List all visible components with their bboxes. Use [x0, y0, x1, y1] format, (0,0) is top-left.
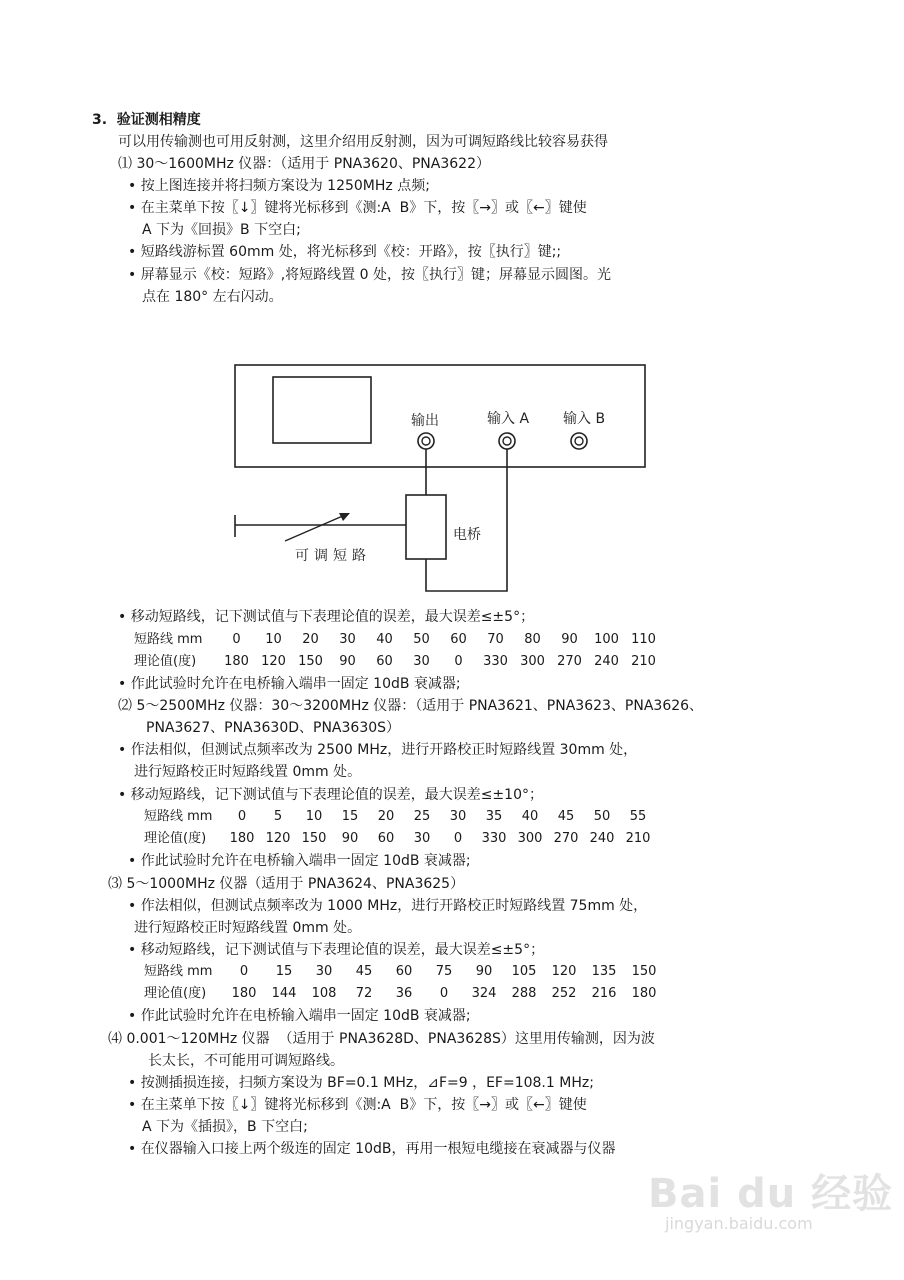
table-cell: 15 — [275, 964, 293, 979]
part3-title: ⑶ 5～1000MHz 仪器（适用于 PNA3624、PNA3625） — [108, 876, 465, 892]
part4-title2: 长太长，不可能用可调短路线。 — [148, 1053, 344, 1069]
table-cell: 50 — [593, 809, 611, 824]
section-intro: 可以用传输测也可用反射测，这里介绍用反射测，因为可调短路线比较容易获得 — [118, 134, 608, 150]
inputA-label: 输入 A — [487, 411, 530, 427]
connection-diagram — [225, 355, 655, 595]
bridge-label: 电桥 — [453, 527, 481, 543]
table-cell: 0 — [453, 831, 463, 846]
part3-step1b: 进行短路校正时短路线置 0mm 处。 — [134, 920, 362, 936]
table-cell: 20 — [377, 809, 395, 824]
table-cell: 324 — [471, 986, 497, 1001]
table-cell: 72 — [355, 986, 373, 1001]
table-cell: 35 — [485, 809, 503, 824]
part2-table-row2 — [144, 830, 656, 848]
part4-title: ⑷ 0.001～120MHz 仪器 （适用于 PNA3628D、PNA3628S）这里用传输测，因为波 — [108, 1031, 655, 1047]
part4-step1: • 按测插损连接，扫频方案设为 BF=0.1 MHz，⊿F=9 ，EF=108.1 MHz; — [128, 1075, 594, 1091]
table-cell: 60 — [450, 632, 467, 647]
part4-step3: • 在仪器输入口接上两个级连的固定 10dB，再用一根短电缆接在衰减器与仪器 — [128, 1141, 616, 1157]
part1-title: ⑴ 30～1600MHz 仪器：（适用于 PNA3620、PNA3622） — [118, 156, 490, 172]
table-cell: 70 — [487, 632, 504, 647]
table-cell: 45 — [557, 809, 575, 824]
table-row-label: 理论值(度) — [134, 654, 197, 669]
table-cell: 150 — [301, 831, 327, 846]
table-row-label: 短路线 mm — [134, 632, 203, 647]
table-cell: 180 — [231, 986, 257, 1001]
table-cell: 240 — [594, 654, 619, 669]
table-row-label: 短路线 mm — [144, 809, 213, 824]
output-label: 输出 — [411, 413, 439, 429]
table-cell: 300 — [517, 831, 543, 846]
table-cell: 120 — [261, 654, 286, 669]
table-cell: 270 — [557, 654, 582, 669]
table-cell: 30 — [413, 654, 430, 669]
part1-step: 点在 180° 左右闪动。 — [142, 289, 283, 305]
table-cell: 108 — [311, 986, 337, 1001]
watermark-url: jingyan.baidu.com — [665, 1214, 813, 1233]
inputB-connector-icon — [571, 433, 587, 449]
part3-table-row1 — [144, 963, 664, 981]
table-cell: 40 — [521, 809, 539, 824]
table-cell: 0 — [439, 986, 449, 1001]
table-cell: 60 — [395, 964, 413, 979]
table-cell: 0 — [239, 964, 249, 979]
table-cell: 135 — [591, 964, 617, 979]
part2-table-row1 — [144, 808, 656, 826]
output-connector-icon — [418, 433, 434, 449]
table-cell: 30 — [413, 831, 431, 846]
table-cell: 90 — [339, 654, 356, 669]
table-cell: 100 — [594, 632, 619, 647]
table-row-label: 短路线 mm — [144, 964, 213, 979]
part1-step: • 按上图连接并将扫频方案设为 1250MHz 点频; — [128, 178, 430, 194]
part1-step: A 下为《回损》B 下空白; — [142, 222, 301, 238]
table-cell: 270 — [553, 831, 579, 846]
part2-step1: • 作法相似，但测试点频率改为 2500 MHz，进行开路校正时短路线置 30mm 处， — [118, 742, 638, 758]
table-cell: 30 — [315, 964, 333, 979]
part3-step1: • 作法相似，但测试点频率改为 1000 MHz，进行开路校正时短路线置 75mm 处， — [128, 898, 648, 914]
part1-step: • 屏幕显示《校：短路》,将短路线置 0 处，按〖执行〗键；屏幕显示圆图。光 — [128, 267, 611, 283]
part1-step: • 短路线游标置 60mm 处，将光标移到《校：开路》，按〖执行〗键;; — [128, 244, 562, 260]
table-cell: 105 — [511, 964, 537, 979]
part4-step2: • 在主菜单下按〖↓〗键将光标移到《测:A B》下，按〖→〗或〖←〗键使 — [128, 1097, 587, 1113]
table-cell: 210 — [625, 831, 651, 846]
table-cell: 240 — [589, 831, 615, 846]
table-cell: 210 — [631, 654, 656, 669]
short-label: 可调短路 — [295, 548, 371, 564]
table-cell: 60 — [376, 654, 393, 669]
table-cell: 288 — [511, 986, 537, 1001]
adjust-arrow-icon — [285, 515, 345, 541]
table-cell: 330 — [481, 831, 507, 846]
bridge-box — [406, 495, 446, 559]
table-cell: 150 — [298, 654, 323, 669]
table-cell: 45 — [355, 964, 373, 979]
inputA-connector-icon — [499, 433, 515, 449]
table-cell: 180 — [224, 654, 249, 669]
part2-note2: • 作此试验时允许在电桥输入端串一固定 10dB 衰减器; — [128, 853, 471, 869]
part3-note1: • 移动短路线，记下测试值与下表理论值的误差，最大误差≤±5°； — [128, 942, 545, 958]
table-cell: 0 — [232, 632, 241, 647]
part1-table-row2 — [134, 653, 662, 671]
table-cell: 80 — [524, 632, 541, 647]
table-cell: 15 — [341, 809, 359, 824]
part1-step: • 在主菜单下按〖↓〗键将光标移到《测:A B》下，按〖→〗或〖←〗键使 — [128, 200, 587, 216]
table-cell: 20 — [302, 632, 319, 647]
table-cell: 25 — [413, 809, 431, 824]
table-cell: 30 — [339, 632, 356, 647]
part3-table-row2 — [144, 985, 664, 1003]
table-row-label: 理论值(度) — [144, 986, 207, 1001]
table-cell: 0 — [454, 654, 463, 669]
part1-table-row1 — [134, 631, 662, 649]
table-cell: 0 — [237, 809, 247, 824]
table-cell: 330 — [483, 654, 508, 669]
table-cell: 75 — [435, 964, 453, 979]
table-cell: 252 — [551, 986, 577, 1001]
table-cell: 10 — [265, 632, 282, 647]
table-cell: 90 — [475, 964, 493, 979]
table-cell: 50 — [413, 632, 430, 647]
part2-title2: PNA3627、PNA3630D、PNA3630S） — [146, 720, 401, 736]
table-cell: 120 — [265, 831, 291, 846]
table-cell: 90 — [341, 831, 359, 846]
part4-step2b: A 下为《插损》，B 下空白; — [142, 1119, 308, 1135]
table-cell: 5 — [273, 809, 283, 824]
table-cell: 110 — [631, 632, 656, 647]
part2-note1: • 移动短路线，记下测试值与下表理论值的误差，最大误差≤±10°； — [118, 787, 543, 803]
table-cell: 300 — [520, 654, 545, 669]
table-row-label: 理论值(度) — [144, 831, 207, 846]
inputB-label: 输入 B — [563, 411, 606, 427]
table-cell: 40 — [376, 632, 393, 647]
part2-step1b: 进行短路校正时短路线置 0mm 处。 — [134, 764, 362, 780]
table-cell: 36 — [395, 986, 413, 1001]
instrument-screen — [273, 377, 371, 443]
table-cell: 60 — [377, 831, 395, 846]
table-cell: 180 — [631, 986, 657, 1001]
part2-title: ⑵ 5～2500MHz 仪器：30～3200MHz 仪器：（适用于 PNA3621、PNA3623、PNA3626、 — [118, 698, 704, 714]
table-cell: 180 — [229, 831, 255, 846]
part3-note2: • 作此试验时允许在电桥输入端串一固定 10dB 衰减器; — [128, 1008, 471, 1024]
section-heading: 3. 验证测相精度 — [92, 112, 201, 128]
table-cell: 90 — [561, 632, 578, 647]
table-cell: 144 — [271, 986, 297, 1001]
inputA-cable — [426, 449, 507, 591]
table-cell: 10 — [305, 809, 323, 824]
table-cell: 150 — [631, 964, 657, 979]
table-cell: 216 — [591, 986, 617, 1001]
table-cell: 120 — [551, 964, 577, 979]
part1-note2: • 作此试验时允许在电桥输入端串一固定 10dB 衰减器; — [118, 676, 461, 692]
table-cell: 55 — [629, 809, 647, 824]
part1-note1: • 移动短路线，记下测试值与下表理论值的误差，最大误差≤±5°； — [118, 609, 535, 625]
watermark-logo: Bai du 经验 — [648, 1171, 894, 1217]
table-cell: 30 — [449, 809, 467, 824]
